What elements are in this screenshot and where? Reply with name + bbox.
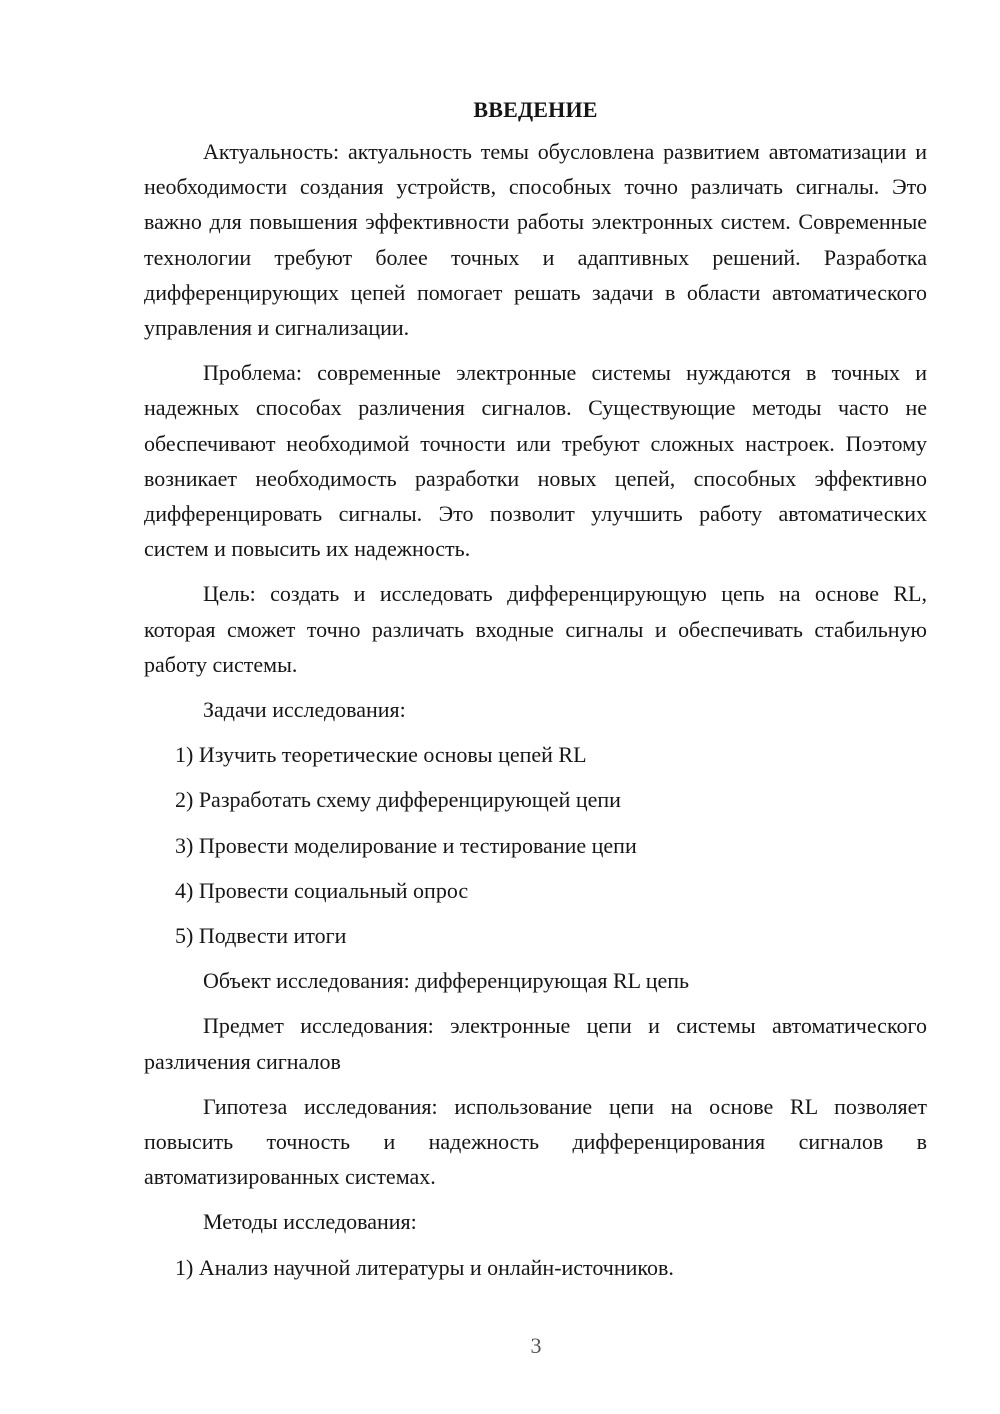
- paragraph-object: Объект исследования: дифференцирующая RL цепь: [203, 968, 690, 994]
- list-item: 1) Изучить теоретические основы цепей RL: [175, 742, 587, 768]
- paragraph-goal: Цель: создать и исследовать дифференцирующую цепь на основе RL, которая сможет точно различать входные сигналы и обеспечивать стабильную работу системы.: [144, 581, 927, 677]
- tasks-list: [144, 737, 927, 953]
- paragraph-problem: Проблема: современные электронные системы нуждаются в точных и надежных способах различения сигналов. Существующие методы часто не обеспечивают необходимой точности или требуют сложных настроек. Поэтому возникает необходимость разработки новых цепей, способных эффективно дифференцировать сигналы. Это позволит улучшить работу автоматических систем и повысить их надежность.: [144, 360, 927, 562]
- list-item: 4) Провести социальный опрос: [175, 877, 469, 903]
- list-item: 1) Анализ научной литературы и онлайн-источников.: [175, 1254, 674, 1280]
- methods-list: [144, 1250, 927, 1285]
- paragraph-relevance: Актуальность: актуальность темы обусловлена развитием автоматизации и необходимости создания устройств, способных точно различать сигналы. Это важно для повышения эффективности работы электронных систем. Современные технологии требуют более точных и адаптивных решений. Разработка дифференцирующих цепей помогает решать задачи в области автоматического управления и сигнализации.: [144, 139, 927, 341]
- list-item: 5) Подвести итоги: [175, 923, 347, 949]
- page-number: 3: [530, 1333, 542, 1358]
- section-title: ВВЕДЕНИЕ: [473, 97, 598, 122]
- page-content: [144, 92, 927, 1295]
- list-item: 3) Провести моделирование и тестирование цепи: [175, 832, 637, 858]
- paragraph-hypothesis: Гипотеза исследования: использование цепи на основе RL позволяет повысить точность и надежность дифференцирования сигналов в автоматизированных системах.: [144, 1093, 927, 1190]
- paragraph-subject: Предмет исследования: электронные цепи и системы автоматического различения сигналов: [144, 1013, 927, 1074]
- tasks-label: Задачи исследования:: [203, 697, 406, 723]
- list-item: 2) Разработать схему дифференцирующей цепи: [175, 787, 621, 813]
- methods-label: Методы исследования:: [203, 1209, 417, 1235]
